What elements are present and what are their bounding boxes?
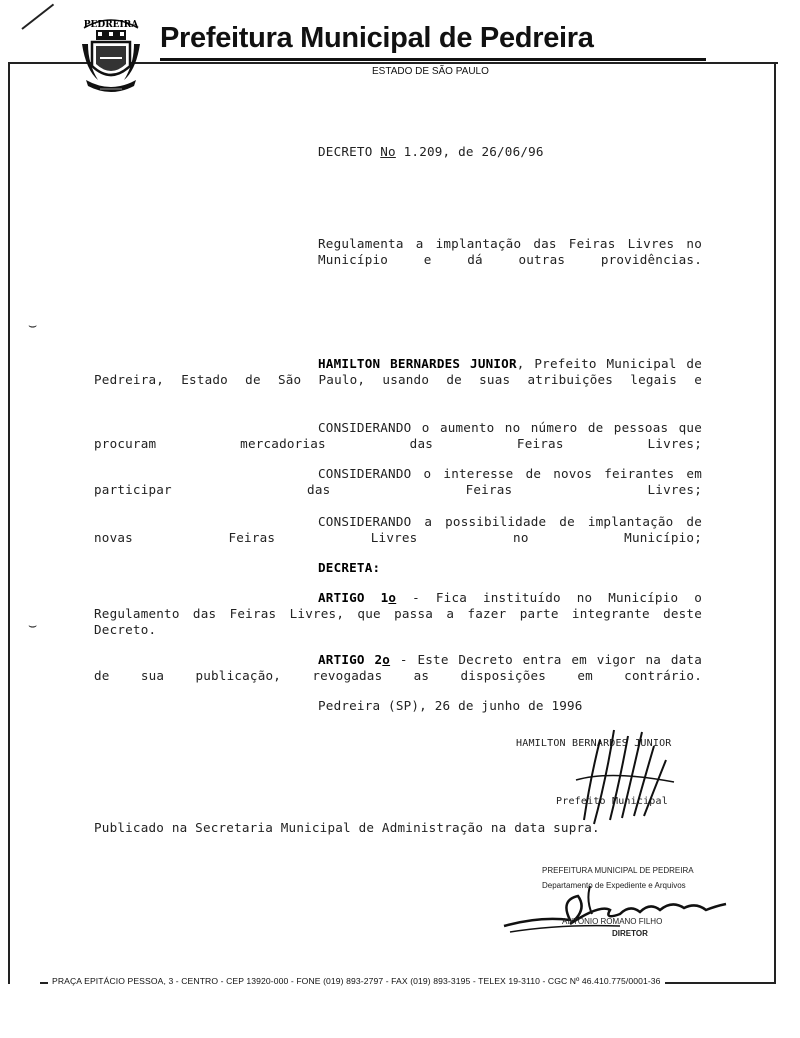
considerando-paragraph-2 (94, 466, 702, 498)
footer-address: PRAÇA EPITÁCIO PESSOA, 3 - CENTRO - CEP 13920-000 - FONE (019) 893-2797 - FAX (019) 893-3195 - TELEX 19-3110 - CGC Nº 46.410.775/0001-36 (48, 976, 665, 986)
frame-right-line (774, 64, 776, 984)
article-2 (94, 652, 702, 684)
place-date: Pedreira (SP), 26 de junho de 1996 (318, 698, 583, 713)
considerando-paragraph-1 (94, 420, 702, 452)
stamp-role: DIRETOR (612, 929, 648, 938)
decree-summary: Regulamenta a implantação das Feiras Livres no Município e dá outras providências. (318, 236, 702, 267)
punch-mark-lower: ⌣ (28, 618, 38, 634)
corner-fold-mark (21, 4, 54, 30)
article-1-ordinal: o (388, 590, 397, 605)
letterhead-title: Prefeitura Municipal de Pedreira (160, 22, 594, 54)
punch-mark-upper: ⌣ (28, 318, 38, 334)
considerando-text-3: a possibilidade de implantação de novas Feiras Livres no Município; (94, 514, 702, 545)
frame-left-line (8, 64, 10, 984)
signer-role: Prefeito Municipal (556, 796, 668, 807)
preamble-text: , Prefeito Municipal de Pedreira, Estado de São Paulo, usando de suas atribuições legais e (94, 356, 702, 387)
decreta-heading: DECRETA: (318, 560, 381, 575)
preamble-paragraph (94, 356, 702, 388)
letterhead-state: ESTADO DE SÃO PAULO (372, 66, 489, 77)
article-2-label: ARTIGO 2 (318, 652, 383, 667)
decree-heading (318, 144, 544, 159)
heading-number-date: 1.209, de 26/06/96 (395, 144, 544, 159)
crest-banner-text: PEDREIRA (83, 20, 139, 30)
considerando-text-2: o interesse de novos feirantes em participar das Feiras Livres; (94, 466, 702, 497)
considerando-label-1: CONSIDERANDO (318, 420, 412, 435)
heading-number-label: No (380, 144, 396, 159)
considerando-text-1: o aumento no número de pessoas que procuram mercadorias das Feiras Livres; (94, 420, 702, 451)
municipal-crest-icon (78, 14, 144, 98)
stamp-name: ANTONIO ROMANO FILHO (562, 917, 663, 926)
considerando-label-2: CONSIDERANDO (318, 466, 412, 481)
considerando-paragraph-3 (94, 514, 702, 546)
stamp-line-2: Departamento de Expediente e Arquivos (542, 881, 686, 890)
article-2-ordinal: o (382, 652, 391, 667)
considerando-label-3: CONSIDERANDO (318, 514, 412, 529)
mayor-signature (570, 720, 680, 830)
heading-prefix: DECRETO (318, 144, 381, 159)
article-1-label: ARTIGO 1 (318, 590, 389, 605)
title-rule (160, 58, 706, 61)
article-1 (94, 590, 702, 638)
article-1-text: - Fica instituído no Município o Regulamento das Feiras Livres, que passa a fazer parte integrante deste Decreto. (94, 590, 702, 637)
stamp-line-1: PREFEITURA MUNICIPAL DE PEDREIRA (542, 866, 694, 875)
article-2-text: - Este Decreto entra em vigor na data de sua publicação, revogadas as disposições em contrário. (94, 652, 702, 683)
publication-note: Publicado na Secretaria Municipal de Administração na data supra. (94, 820, 600, 835)
mayor-name: HAMILTON BERNARDES JUNIOR (318, 356, 517, 371)
signer-name: HAMILTON BERNARDES JUNIOR (516, 738, 672, 749)
